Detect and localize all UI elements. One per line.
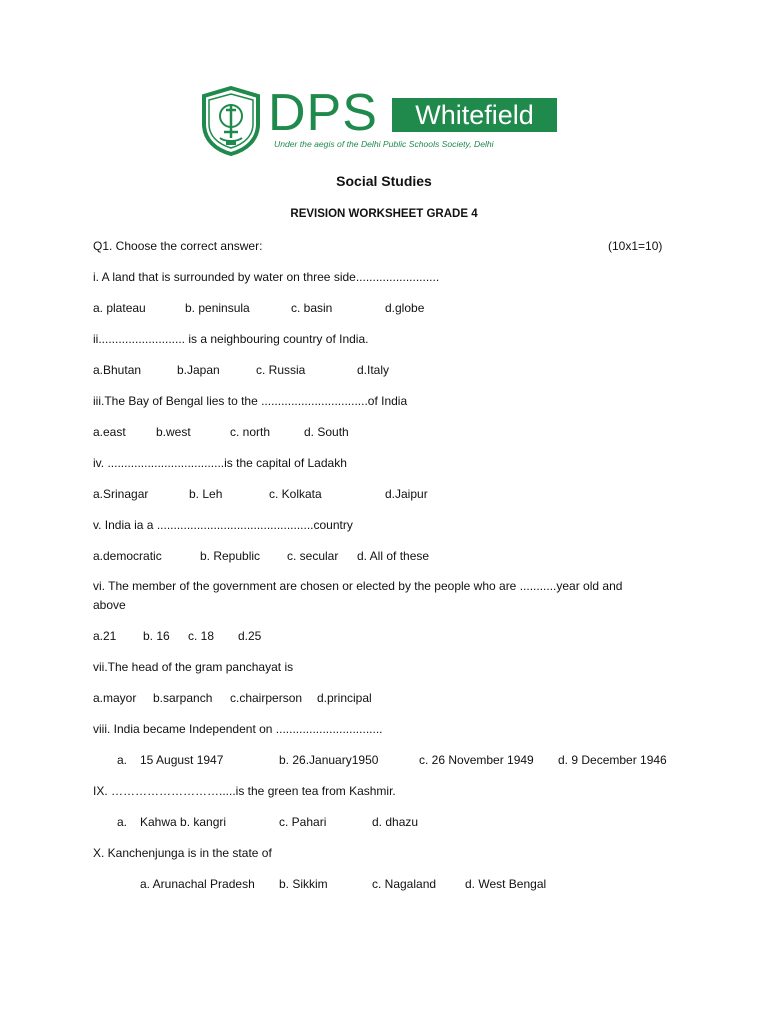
option-b: b. Sikkim	[279, 877, 328, 891]
option-a: a.Bhutan	[93, 363, 142, 377]
option-c: c.chairperson	[230, 691, 303, 705]
option-a: a.Srinagar	[93, 487, 149, 501]
option-d: d. dhazu	[372, 815, 419, 829]
option-b: b. peninsula	[185, 301, 250, 315]
question-heading: Q1. Choose the correct answer:	[93, 239, 263, 253]
question-9: IX. ……………………….....is the green tea from Kashmir.	[93, 784, 396, 798]
option-d: d.principal	[317, 691, 372, 705]
option-d: d.globe	[385, 301, 425, 315]
question-8: viii. India became Independent on ................................	[93, 722, 383, 736]
tagline: Under the aegis of the Delhi Public Schools Society, Delhi	[274, 139, 494, 149]
option-c: c. Russia	[256, 363, 306, 377]
question-3: iii.The Bay of Bengal lies to the ................................of India	[93, 394, 408, 408]
worksheet-subtitle: REVISION WORKSHEET GRADE 4	[290, 208, 478, 220]
option-b: b.sarpanch	[153, 691, 213, 705]
option-a: a.	[117, 815, 128, 829]
option-b: b.west	[156, 425, 191, 439]
option-c: c. basin	[291, 301, 333, 315]
option-a: a. Arunachal Pradesh	[140, 877, 255, 891]
option-c: c. Kolkata	[269, 487, 322, 501]
option-b: b.Japan	[177, 363, 220, 377]
question-6-continued: above	[93, 598, 126, 612]
option-a: a. plateau	[93, 301, 146, 315]
option-d: d. 9 December 1946	[558, 753, 667, 767]
question-4: iv. ...................................is the capital of Ladakh	[93, 456, 347, 470]
option-c: c. 18	[188, 629, 215, 643]
question-6: vi. The member of the government are chosen or elected by the people who are ...........year old and	[93, 579, 623, 593]
school-logo	[200, 86, 560, 158]
campus-name: Whitefield	[415, 100, 534, 130]
marks-label: (10x1=10)	[608, 239, 663, 253]
question-5: v. India ia a ...............................................country	[93, 518, 353, 532]
option-d: d.25	[238, 629, 262, 643]
option-d: d. South	[304, 425, 349, 439]
option-d: d. West Bengal	[465, 877, 547, 891]
page-title: Social Studies	[336, 173, 432, 189]
option-b: b. 26.January1950	[279, 753, 379, 767]
option-d: d.Italy	[357, 363, 390, 377]
option-b: b. Republic	[200, 549, 261, 563]
school-emblem-icon	[200, 86, 262, 156]
option-d: d.Jaipur	[385, 487, 428, 501]
option-a-b-text: Kahwa b. kangri	[140, 815, 227, 829]
question-10: X. Kanchenjunga is in the state of	[93, 846, 272, 860]
question-1: i. A land that is surrounded by water on three side.........................	[93, 270, 440, 284]
option-a: a.21	[93, 629, 117, 643]
question-7: vii.The head of the gram panchayat is	[93, 660, 294, 674]
option-c: c. Nagaland	[372, 877, 437, 891]
option-c: c. 26 November 1949	[419, 753, 534, 767]
option-c: c. north	[230, 425, 271, 439]
option-a: a.	[117, 753, 128, 767]
option-b: b. Leh	[189, 487, 223, 501]
option-a: a.mayor	[93, 691, 137, 705]
option-c: c. secular	[287, 549, 339, 563]
campus-badge	[392, 98, 557, 132]
option-d: d. All of these	[357, 549, 430, 563]
option-c: c. Pahari	[279, 815, 327, 829]
brand-name: DPS	[268, 84, 378, 142]
option-b: b. 16	[143, 629, 170, 643]
option-a: a.east	[93, 425, 126, 439]
option-a-text: 15 August 1947	[140, 753, 224, 767]
option-a: a.democratic	[93, 549, 162, 563]
question-2: ii.......................... is a neighbouring country of India.	[93, 332, 369, 346]
